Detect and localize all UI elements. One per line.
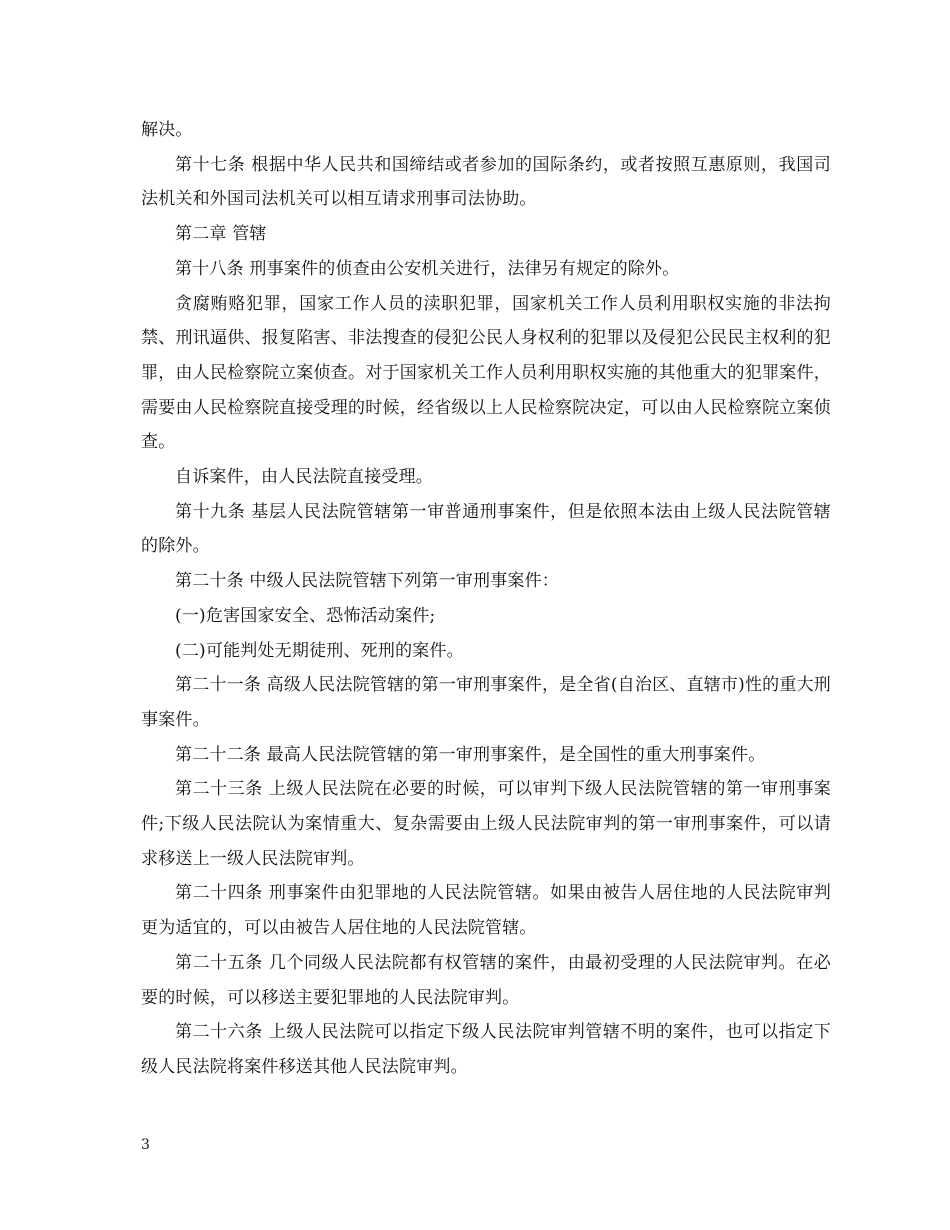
paragraph: 第二十条 中级人民法院管辖下列第一审刑事案件： bbox=[175, 571, 560, 592]
paragraph: 第十八条 刑事案件的侦查由公安机关进行，法律另有规定的除外。 bbox=[175, 258, 680, 279]
paragraph: 第二十六条 上级人民法院可以指定下级人民法院审判管辖不明的案件，也可以指定下级人民法院将案件移送其他人民法院审判。 bbox=[141, 1022, 831, 1077]
paragraph: 第二十二条 最高人民法院管辖的第一审刑事案件，是全国性的重大刑事案件。 bbox=[175, 744, 766, 765]
paragraph: 第二十三条 上级人民法院在必要的时候，可以审判下级人民法院管辖的第一审刑事案件;下级人民法院认为案情重大、复杂需要由上级人民法院审判的第一审刑事案件，可以请求移送上一级人民法院审判。 bbox=[141, 779, 831, 869]
list-item: (二)可能判处无期徒刑、死刑的案件。 bbox=[175, 640, 464, 661]
paragraph: 第十九条 基层人民法院管辖第一审普通刑事案件，但是依照本法由上级人民法院管辖的除外。 bbox=[141, 501, 831, 557]
paragraph: 第二十五条 几个同级人民法院都有权管辖的案件，由最初受理的人民法院审判。在必要的时候，可以移送主要犯罪地的人民法院审判。 bbox=[141, 952, 831, 1008]
paragraph: 贪腐贿赂犯罪，国家工作人员的渎职犯罪，国家机关工作人员利用职权实施的非法拘禁、刑讯逼供、报复陷害、非法搜查的侵犯公民人身权利的犯罪以及侵犯公民民主权利的犯罪，由人民检察院立案侦查。对于国家机关工作人员利用职权实施的其他重大的犯罪案件，需要由人民检察院直接受理的时候，经省级以上人民检察院决定，可以由人民检察院立案侦查。 bbox=[141, 293, 831, 453]
body-text bbox=[141, 113, 831, 1085]
chapter-heading: 第二章 管辖 bbox=[175, 224, 267, 245]
paragraph: 解决。 bbox=[141, 120, 193, 140]
paragraph: 自诉案件，由人民法院直接受理。 bbox=[175, 467, 433, 488]
paragraph: 第二十一条 高级人民法院管辖的第一审刑事案件，是全省(自治区、直辖市)性的重大刑事案件。 bbox=[141, 675, 831, 730]
paragraph: 第二十四条 刑事案件由犯罪地的人民法院管辖。如果由被告人居住地的人民法院审判更为适宜的，可以由被告人居住地的人民法院管辖。 bbox=[141, 883, 831, 939]
page-number: 3 bbox=[141, 1137, 150, 1153]
paragraph: 第十七条 根据中华人民共和国缔结或者参加的国际条约，或者按照互惠原则，我国司法机关和外国司法机关可以相互请求刑事司法协助。 bbox=[141, 154, 831, 210]
list-item: (一)危害国家安全、恐怖活动案件; bbox=[175, 605, 436, 626]
